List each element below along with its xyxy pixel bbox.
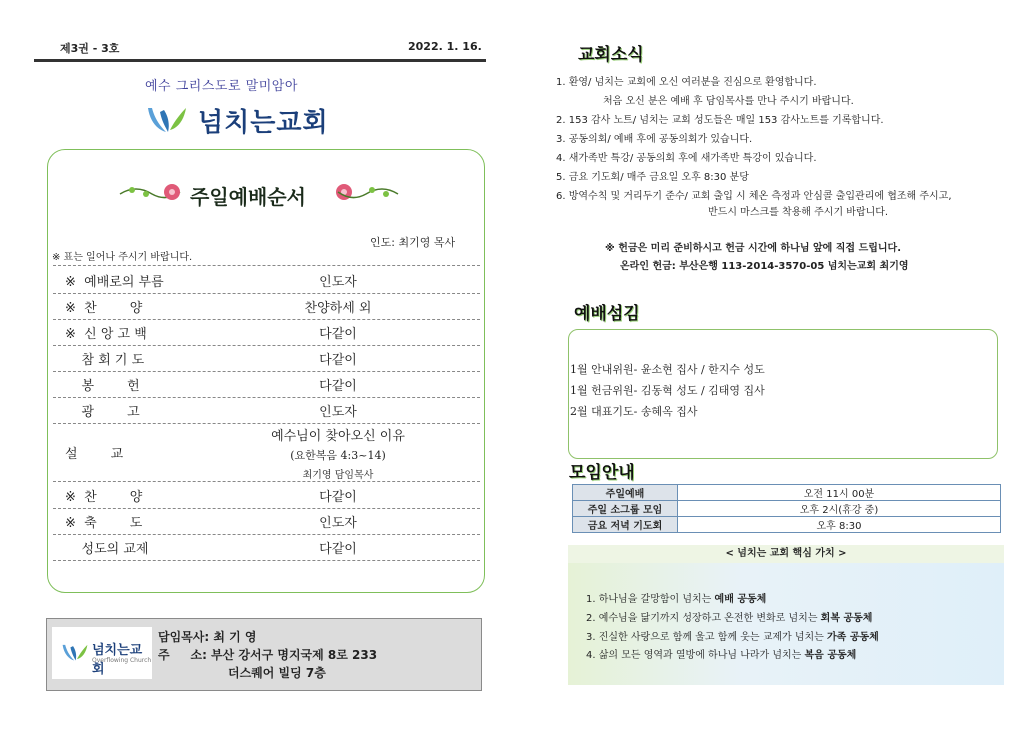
core-values-title: < 넘치는 교회 핵심 가치 > (568, 545, 1004, 563)
order-item: 봉 헌 (65, 379, 140, 394)
order-row (53, 293, 480, 320)
volume-label: 제3권 - 3호 (60, 42, 120, 55)
service-line: 1월 헌금위원- 김동혁 성도 / 김태영 집사 (570, 384, 765, 397)
order-row (53, 508, 480, 535)
core-value-item (586, 628, 879, 643)
news-title: 교회소식 (578, 45, 644, 65)
sermon-title: 예수님이 찾아오신 이유 (271, 429, 405, 444)
core-value-text: 2. 예수님을 닮기까지 성장하고 온전한 변화로 넘치는 (586, 613, 821, 624)
order-role: 다같이 (319, 379, 357, 394)
address-line-1: 주 소: 부산 강서구 명지국제 8로 233 (158, 648, 378, 662)
offering-note: ※ 헌금은 미리 준비하시고 헌금 시간에 하나님 앞에 직접 드립니다. (605, 243, 902, 254)
news-item: 6. 방역수칙 및 거리두기 준수/ 교회 출입 시 체온 측정과 안심콜 출입관리에 협조해 주시고, (556, 191, 952, 202)
news-item: 처음 오신 분은 예배 후 담임목사를 만나 주시기 바랍니다. (603, 96, 854, 107)
order-item: 성도의 교제 (65, 542, 149, 557)
core-value-emphasis: 예배 공동체 (714, 594, 767, 605)
order-role: 다같이 (319, 542, 357, 557)
order-role: 찬양하세 외 (304, 301, 372, 316)
order-item: ※ 찬 양 (65, 301, 143, 316)
meeting-name: 금요 저녁 기도회 (573, 517, 678, 533)
motto: 예수 그리스도로 말미암아 (145, 79, 298, 94)
news-item: 2. 153 감사 노트/ 넘치는 교회 성도들은 매일 153 감사노트를 기록합니다. (556, 115, 884, 126)
news-item: 4. 새가족반 특강/ 공동의회 후에 새가족반 특강이 있습니다. (556, 153, 817, 164)
core-value-emphasis: 회복 공동체 (820, 613, 873, 624)
meeting-name: 주일예배 (573, 485, 678, 501)
news-item: 5. 금요 기도회/ 매주 금요일 오후 8:30 분당 (556, 172, 749, 183)
flower-ornament-left-icon (118, 180, 188, 204)
sermon-preacher: 최기영 담임목사 (302, 470, 374, 481)
service-line: 2월 대표기도- 송혜옥 집사 (570, 405, 698, 418)
order-row (53, 345, 480, 372)
order-item: ※ 예배로의 부름 (65, 275, 164, 290)
order-row (53, 482, 480, 509)
table-row (573, 501, 1001, 517)
meetings-title: 모임안내 (569, 463, 635, 483)
order-item: ※ 신 앙 고 백 (65, 327, 147, 342)
church-name: 넘치는교회 (198, 108, 329, 138)
core-value-text: 3. 진실한 사랑으로 함께 울고 함께 웃는 교제가 넘치는 (586, 632, 828, 643)
core-value-emphasis: 복음 공동체 (804, 650, 857, 661)
order-row (53, 319, 480, 346)
flower-ornament-right-icon (330, 180, 400, 204)
worship-order-title: 주일예배순서 (190, 185, 306, 209)
order-top-divider (53, 265, 480, 266)
meeting-name: 주일 소그룹 모임 (573, 501, 678, 517)
order-item: ※ 축 도 (65, 516, 143, 531)
footer-logo-name: 넘치는교회 (92, 643, 143, 677)
meeting-time: 오후 2시(휴강 중) (678, 501, 1001, 517)
pastor-name: 담임목사: 최 기 영 (158, 630, 257, 644)
order-item: 광 고 (65, 405, 140, 420)
order-row (53, 267, 480, 294)
order-role: 다같이 (319, 353, 357, 368)
table-row (573, 517, 1001, 533)
core-value-item (586, 590, 766, 605)
service-line: 1월 안내위원- 윤소현 집사 / 한지수 성도 (570, 363, 765, 376)
church-logo-icon (144, 102, 190, 136)
core-value-text: 4. 삶의 모든 영역과 열방에 하나님 나라가 넘치는 (586, 650, 805, 661)
order-item: 참 회 기 도 (65, 353, 145, 368)
news-item: 1. 환영/ 넘치는 교회에 오신 여러분을 진심으로 환영합니다. (556, 77, 817, 88)
service-leader: 인도: 최기영 목사 (370, 236, 456, 249)
sermon-label: 설 교 (65, 447, 124, 462)
service-title: 예배섬김 (574, 304, 640, 324)
footer-logo (52, 627, 152, 679)
news-item: 반드시 마스크를 착용해 주시기 바랍니다. (708, 207, 889, 218)
order-role: 인도자 (319, 405, 357, 420)
order-role: 인도자 (319, 516, 357, 531)
online-offering: 온라인 헌금: 부산은행 113-2014-3570-05 넘치는교회 최기영 (620, 261, 909, 272)
order-item: ※ 찬 양 (65, 490, 143, 505)
core-value-emphasis: 가족 공동체 (827, 632, 879, 643)
church-logo-icon (60, 637, 90, 667)
order-role: 인도자 (319, 275, 357, 290)
table-row (573, 485, 1001, 501)
meeting-time: 오전 11시 00분 (678, 485, 1001, 501)
header-divider (34, 59, 486, 62)
core-value-item (586, 609, 872, 624)
sermon-scripture: (요한복음 4:3~14) (290, 449, 386, 462)
order-role: 다같이 (319, 490, 357, 505)
core-value-text: 1. 하나님을 갈망함이 넘치는 (586, 594, 715, 605)
news-item: 3. 공동의회/ 예배 후에 공동의회가 있습니다. (556, 134, 753, 145)
date-label: 2022. 1. 16. (408, 40, 482, 53)
meetings-table (572, 484, 1001, 533)
footer-logo-sub: Overflowing Church (92, 657, 152, 664)
meeting-time: 오후 8:30 (678, 517, 1001, 533)
standing-note: ※ 표는 일어나 주시기 바랍니다. (52, 252, 193, 263)
address-line-2: 더스퀘어 빌딩 7층 (228, 666, 326, 680)
order-row (53, 397, 480, 424)
order-role: 다같이 (319, 327, 357, 342)
sermon-row (53, 423, 480, 482)
order-row (53, 371, 480, 398)
core-value-item (586, 646, 856, 661)
order-row (53, 534, 480, 561)
